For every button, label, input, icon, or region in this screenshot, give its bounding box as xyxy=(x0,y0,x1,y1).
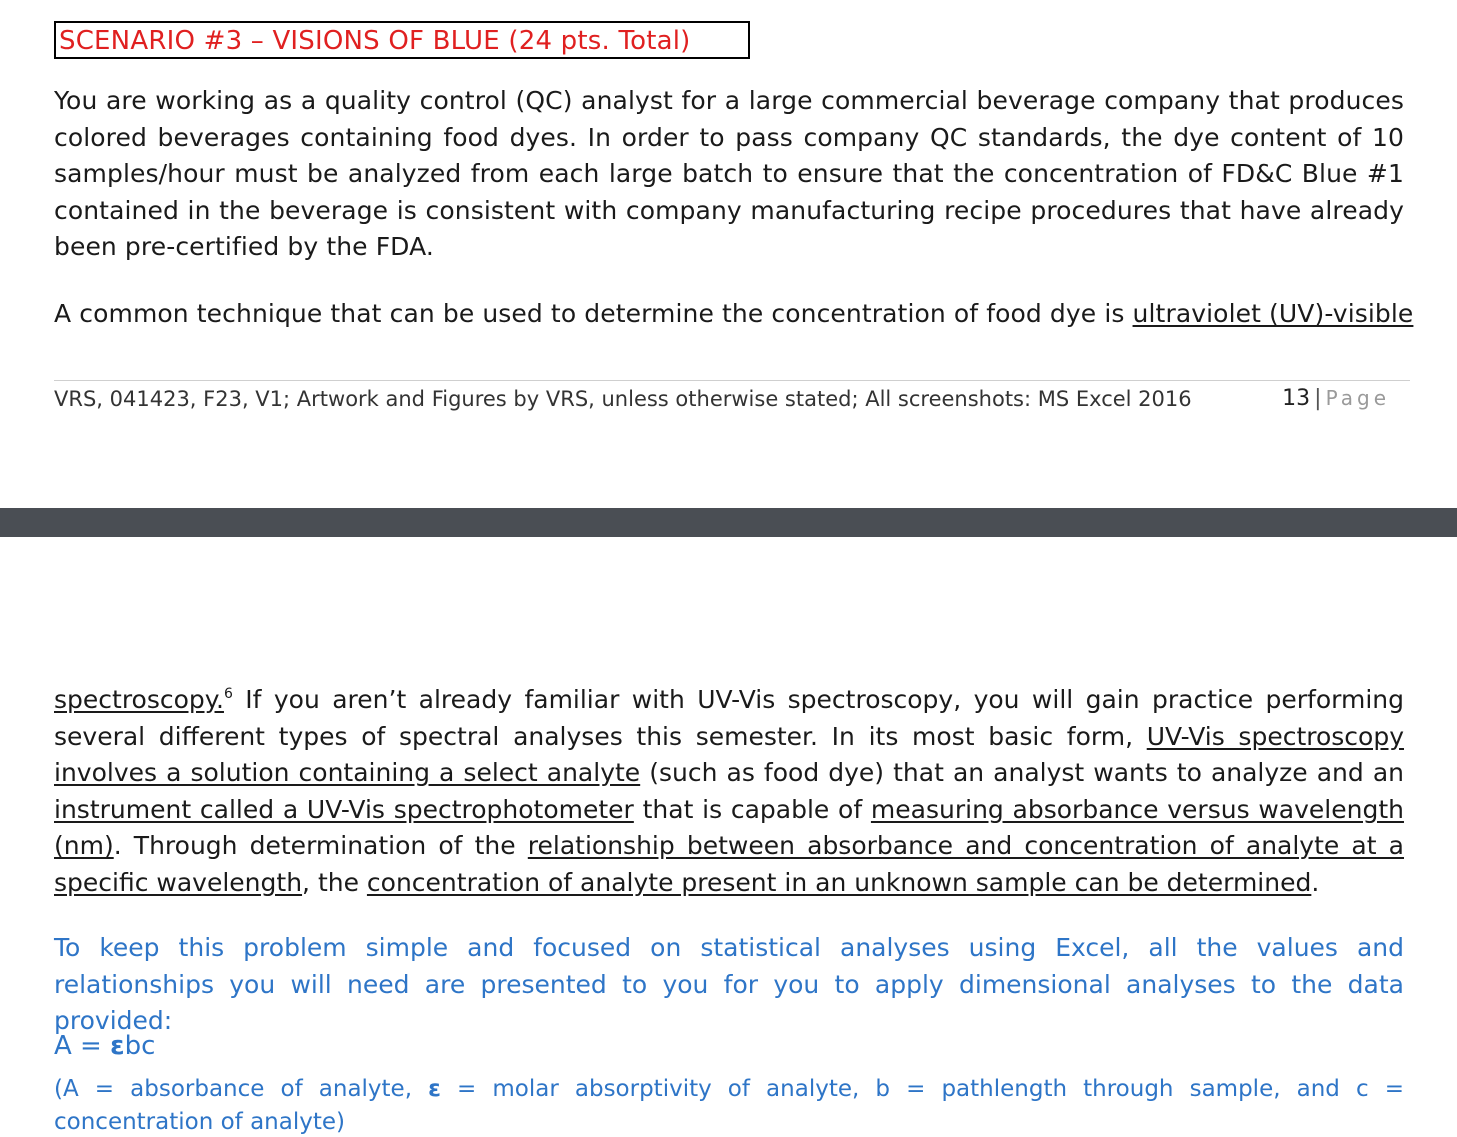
page-footer xyxy=(54,380,1410,421)
page-break-separator xyxy=(0,508,1457,537)
legend-epsilon-symbol: ε xyxy=(428,1076,441,1102)
beer-lambert-equation xyxy=(54,1029,155,1063)
para3-underline-3: measuring absorbance versus wavelength (nm) xyxy=(54,794,1404,861)
footer-credit: VRS, 041423, F23, V1; Artwork and Figures by VRS, unless otherwise stated; All screenshots: MS Excel 2016 xyxy=(54,387,1192,411)
footer-page-indicator xyxy=(1282,386,1390,411)
footnote-marker: 6 xyxy=(223,686,233,702)
legend-text-2: = molar absorptivity of analyte, b = pathlength through sample, and c = concentration of analyte) xyxy=(54,1076,1404,1135)
epsilon-symbol: ε xyxy=(110,1031,125,1061)
equation-legend xyxy=(54,1073,1404,1137)
page-word: Page xyxy=(1325,386,1390,410)
page-separator: | xyxy=(1314,386,1322,411)
para3-underline-1: UV-Vis spectroscopy involves a solution containing a select analyte xyxy=(54,721,1404,788)
equation-rhs: bc xyxy=(124,1031,156,1061)
page-number: 13 xyxy=(1282,386,1311,411)
instructions-paragraph: To keep this problem simple and focused on statistical analyses using Excel, all the values and relationships you will need are presented to you for you to apply dimensional analyses to the data provided: xyxy=(54,933,1404,1035)
para3-text-1: If you aren’t already familiar with UV-Vis spectroscopy, you will gain practice performing several different types of spectral analyses this semester. In its most basic form, xyxy=(54,685,1404,751)
para3-underline-4: relationship between absorbance and concentration of analyte at a specific wavelength xyxy=(54,831,1404,897)
document-page-top xyxy=(0,0,1457,508)
technique-paragraph xyxy=(54,296,1414,333)
para3-text-5: , the xyxy=(302,867,367,897)
para3-underline-5: concentration of analyte present in an unknown sample can be determined xyxy=(366,867,1312,897)
para3-text-4: . Through determination of the xyxy=(113,831,528,861)
intro-paragraph: You are working as a quality control (QC) analyst for a large commercial beverage company that produces colored beverages containing food dyes. In order to pass company QC standards, the dye content of 10 samples/hour must be analyzed from each large batch to ensure that the concentration of FD&C Blue #1 contained in the beverage is consistent with company manufacturing recipe procedures that have already been pre-certified by the FDA. xyxy=(54,86,1404,261)
equation-lhs: A = xyxy=(54,1031,111,1061)
scenario-title: SCENARIO #3 – VISIONS OF BLUE (24 pts. Total) xyxy=(54,21,750,59)
para3-text-2: (such as food dye) that an analyst wants to analyze and an xyxy=(640,758,1404,788)
legend-text-1: (A = absorbance of analyte, xyxy=(54,1076,429,1102)
technique-text: A common technique that can be used to determine the concentration of food dye is xyxy=(54,299,1133,328)
para3-underline-2: instrument called a UV-Vis spectrophotometer xyxy=(54,794,634,824)
spectroscopy-word: spectroscopy. xyxy=(54,685,224,714)
para3-text-6: . xyxy=(1311,867,1320,897)
technique-underlined: ultraviolet (UV)-visible xyxy=(1132,299,1414,328)
spectroscopy-paragraph xyxy=(54,682,1404,902)
para3-text-3: that is capable of xyxy=(633,794,871,824)
